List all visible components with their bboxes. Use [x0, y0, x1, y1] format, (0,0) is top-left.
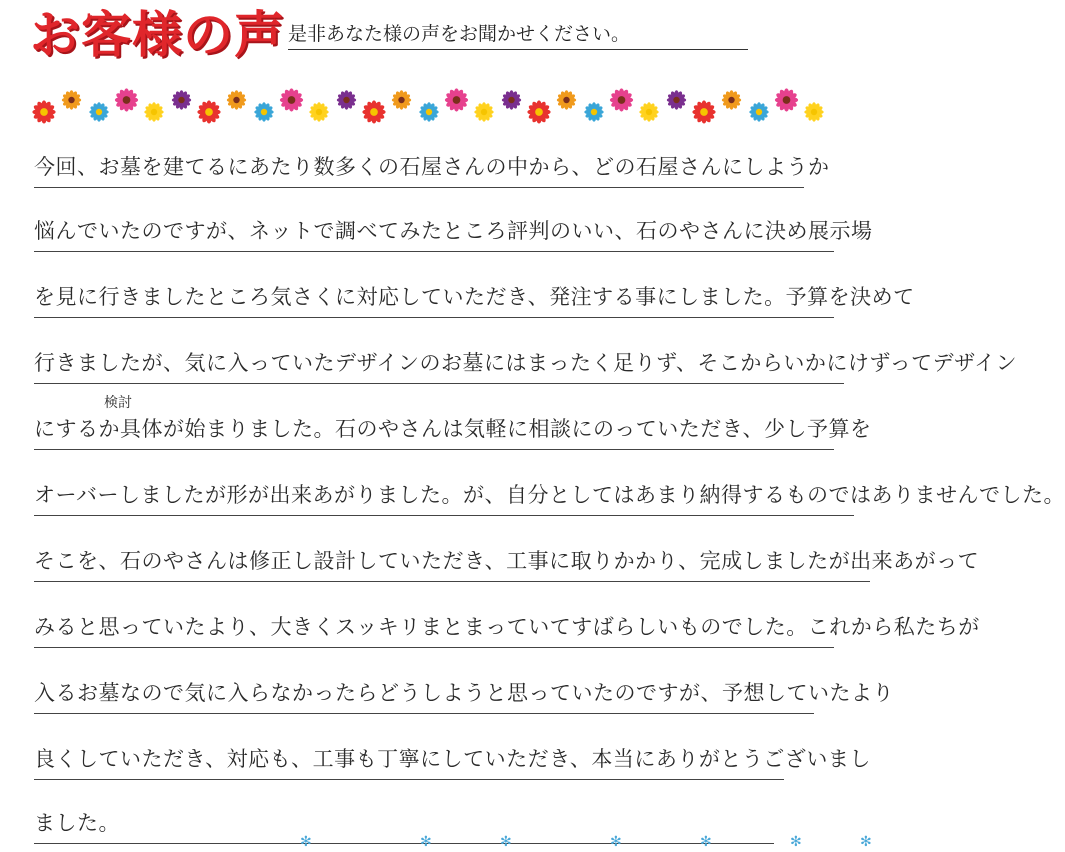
bottom-sparkles: [0, 828, 900, 852]
sparkle-icon: ✻: [700, 834, 712, 850]
letter-line-3: を見に行きましたところ気さくに対応していただき、発注する事にしました。予算を決めて: [34, 280, 834, 318]
sparkle-icon: ✻: [420, 834, 432, 850]
letter-line-7: そこを、石のやさんは修正し設計していただき、工事に取りかかり、完成しましたが出来あがって: [34, 544, 870, 582]
sparkle-icon: ✻: [610, 834, 622, 850]
page-title: お客様の声: [30, 6, 285, 64]
sparkle-icon: ✻: [790, 834, 802, 850]
letter-line-8: みると思っていたより、大きくスッキリまとまっていてすばらしいものでした。これから私たちが: [34, 610, 834, 648]
sparkle-icon: ✻: [860, 834, 872, 850]
letter-line-4: 行きましたが、気に入っていたデザインのお墓にはまったく足りず、そこからいかにけずってデザイン: [34, 346, 844, 384]
sparkle-icon: ✻: [500, 834, 512, 850]
letter-line-9: 入るお墓なので気に入らなかったらどうしようと思っていたのですが、予想していたより: [34, 676, 814, 714]
letter-line-5: にするか具体が始まりました。石のやさんは気軽に相談にのっていただき、少し予算を: [34, 412, 834, 450]
letter-line-10: 良くしていただき、対応も、工事も丁寧にしていただき、本当にありがとうございまし: [34, 742, 784, 780]
letter-line-11: ました。: [34, 806, 774, 844]
page-subtitle: 是非あなた様の声をお聞かせください。: [288, 22, 748, 50]
annotation-kento: 検討: [104, 395, 132, 411]
letter-line-6: オーバーしましたが形が出来あがりました。が、自分としてはあまり納得するものではありませんでした。: [34, 478, 854, 516]
letter-line-2: 悩んでいたのですが、ネットで調べてみたところ評判のいい、石のやさんに決め展示場: [34, 214, 834, 252]
letter-line-1: 今回、お墓を建てるにあたり数多くの石屋さんの中から、どの石屋さんにしようか: [34, 150, 804, 188]
sparkle-icon: ✻: [300, 834, 312, 850]
